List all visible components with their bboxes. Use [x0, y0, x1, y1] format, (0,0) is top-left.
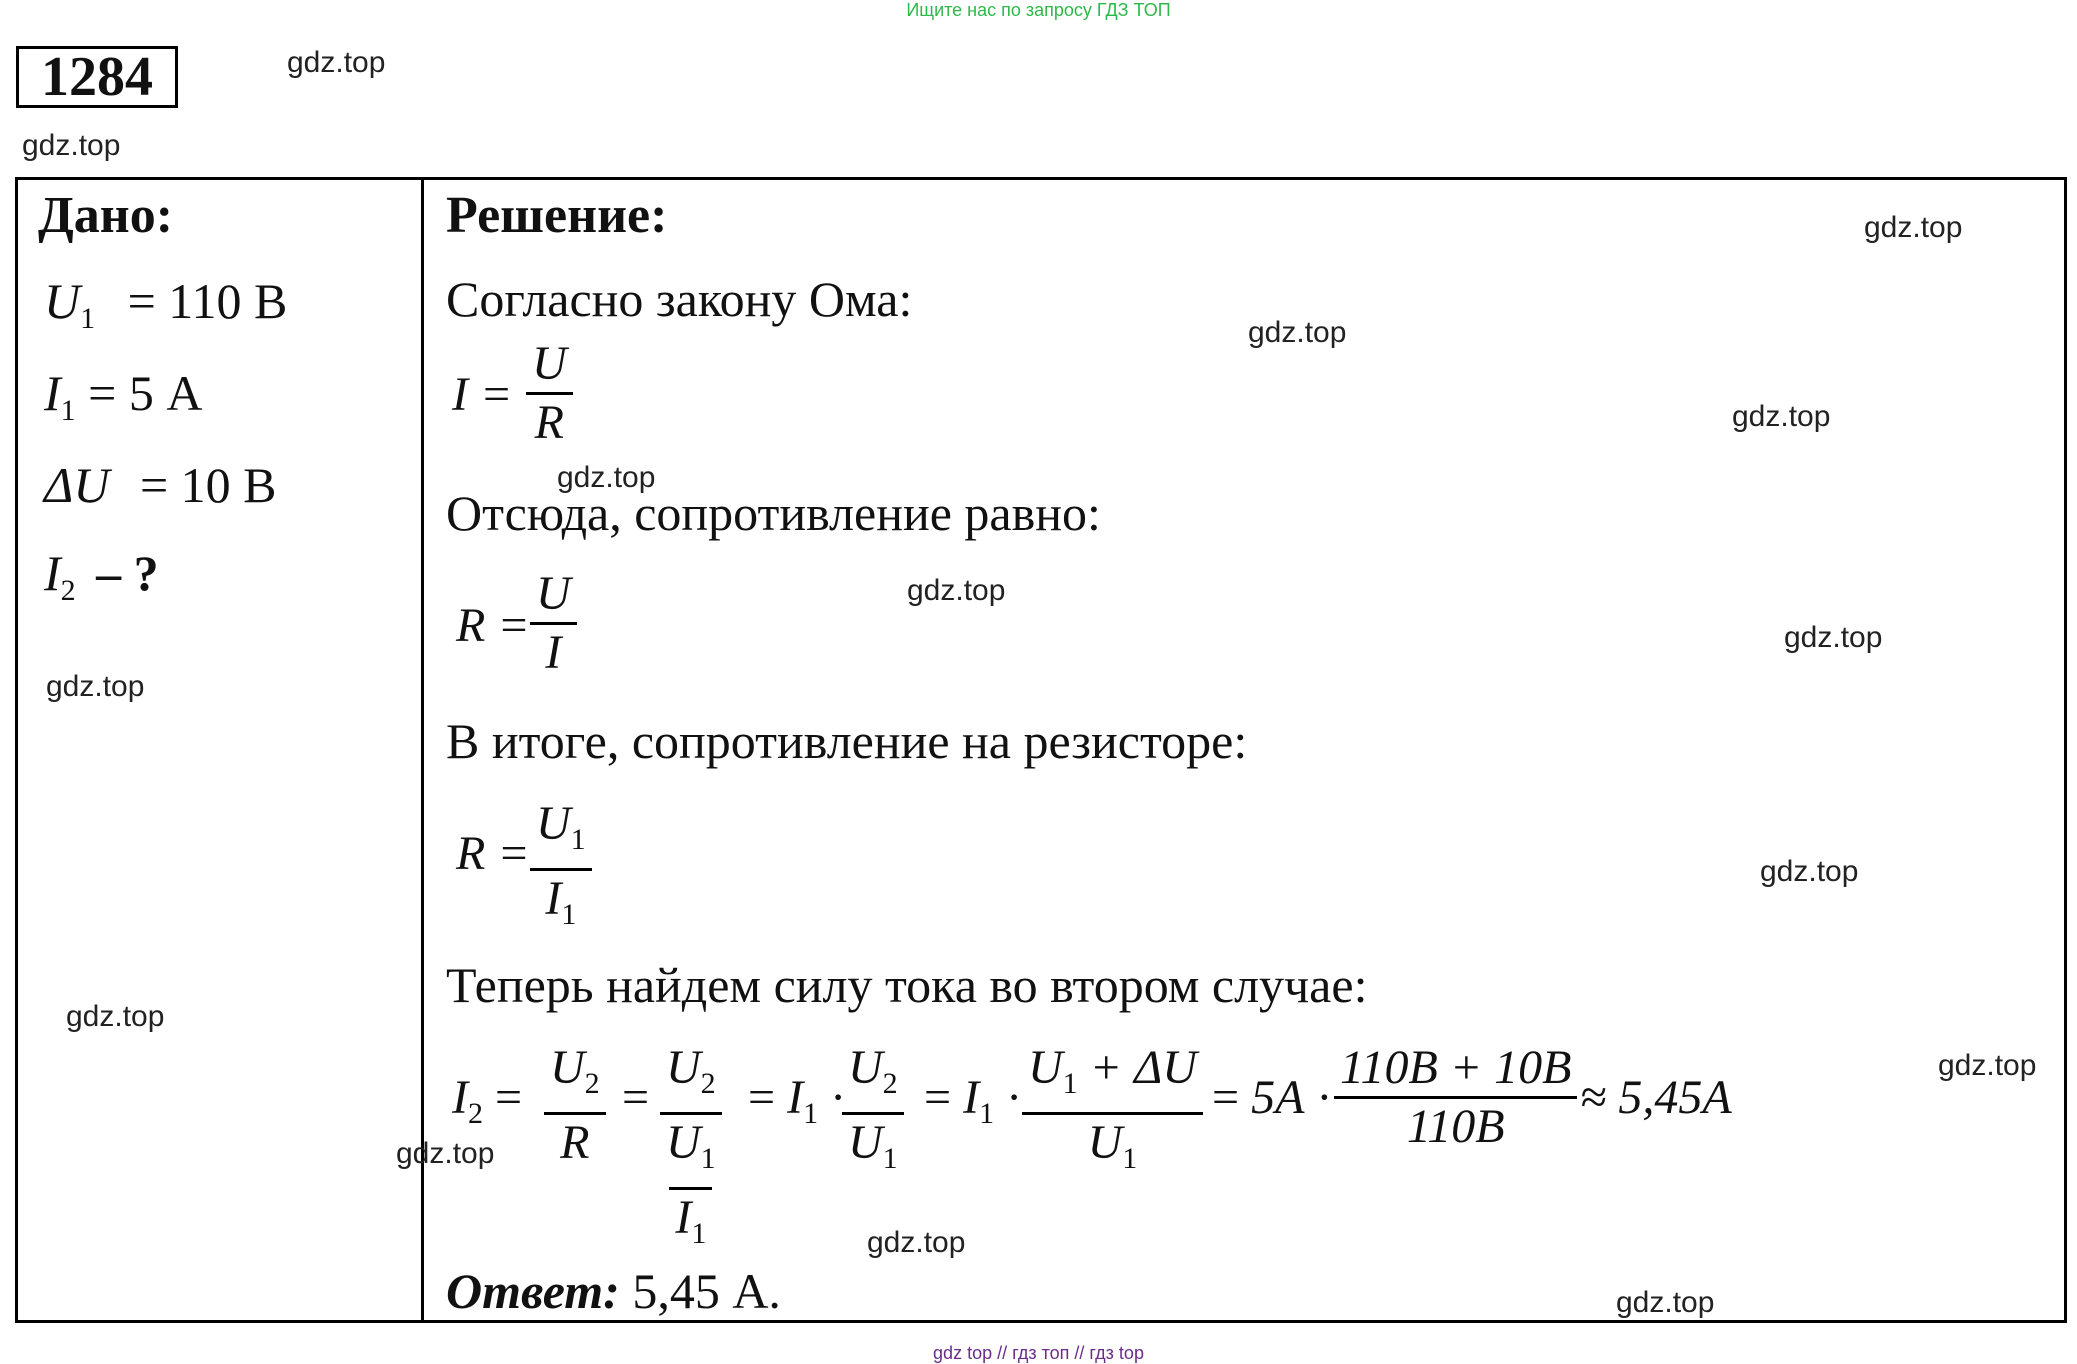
given-var: I	[44, 365, 61, 421]
equals-sign: =	[748, 1071, 776, 1124]
given-var: U	[44, 273, 81, 329]
final-term4-sub: 1	[979, 1097, 995, 1130]
final-f4-den	[1082, 1115, 1144, 1187]
given-value: = 5 А	[88, 365, 203, 421]
final-result: ≈ 5,45A	[1580, 1071, 1732, 1124]
final-f2-den-den-var: I	[675, 1191, 692, 1244]
problem-number: 1284	[16, 46, 178, 108]
formula1-lhs: I =	[452, 368, 513, 421]
given-heading: Дано:	[38, 187, 174, 244]
final-term5-value: 5A	[1251, 1071, 1305, 1124]
final-term-3	[748, 1070, 846, 1131]
final-f3-den	[842, 1115, 904, 1187]
formula3-den-sub: 1	[561, 898, 577, 931]
final-f4-num-rest: + ΔU	[1089, 1041, 1197, 1094]
final-fraction-4	[1022, 1040, 1203, 1187]
answer-value: 5,45 А.	[632, 1263, 781, 1319]
final-f4-den-var: U	[1087, 1116, 1123, 1169]
formula3-den	[539, 871, 582, 943]
final-f4-num-sub: 1	[1062, 1067, 1078, 1100]
given-var: ΔU	[44, 457, 110, 513]
top-banner: Ищите нас по запросу ГДЗ ТОП	[906, 0, 1171, 20]
final-f2-den-den	[669, 1190, 712, 1262]
dot-operator: ·	[1316, 1071, 1333, 1124]
final-f2-num	[660, 1040, 722, 1112]
final-f1-den: R	[560, 1116, 590, 1169]
final-f2-den-num	[660, 1115, 722, 1187]
solution-text-4: Теперь найдем силу тока во втором случае:	[446, 957, 1368, 1013]
equals-sign: =	[1212, 1071, 1240, 1124]
final-f5-num: 110B + 10B	[1340, 1041, 1572, 1094]
final-f2-den-num-var: U	[666, 1116, 701, 1169]
given-var: I	[44, 545, 61, 601]
watermark: gdz.top	[557, 461, 656, 494]
final-f2-den-num-sub: 1	[700, 1142, 716, 1175]
watermark: gdz.top	[1784, 621, 1883, 654]
final-f1-num	[544, 1040, 606, 1112]
final-f2-num-sub: 2	[700, 1067, 716, 1100]
given-sub: 2	[60, 574, 76, 607]
final-term4-var: I	[963, 1071, 980, 1124]
given-line-i2	[44, 544, 159, 608]
formula1-num: U	[532, 337, 567, 390]
final-f2-den-den-sub: 1	[691, 1217, 707, 1250]
final-f4-num	[1022, 1040, 1203, 1112]
formula2-lhs: R =	[456, 599, 530, 652]
final-f1-num-sub: 2	[584, 1067, 600, 1100]
final-f3-num-sub: 2	[882, 1067, 898, 1100]
answer-line	[446, 1262, 781, 1320]
formula3-fraction	[530, 796, 592, 943]
given-line-i1	[44, 364, 202, 428]
final-lhs	[452, 1070, 522, 1131]
final-f1-num-var: U	[550, 1041, 585, 1094]
final-f3-num-var: U	[848, 1041, 883, 1094]
final-fraction-3	[842, 1040, 904, 1187]
formula3-num-var: U	[536, 797, 571, 850]
final-lhs-var: I	[452, 1071, 468, 1124]
final-fraction-5	[1334, 1040, 1577, 1155]
final-f5-den: 110B	[1406, 1100, 1505, 1153]
final-fraction-2	[660, 1040, 722, 1262]
watermark: gdz.top	[1760, 855, 1859, 888]
solution-text-1: Согласно закону Ома:	[446, 271, 913, 327]
watermark: gdz.top	[1248, 316, 1347, 349]
final-term3-sub: 1	[803, 1097, 819, 1130]
formula2-num: U	[536, 567, 571, 620]
answer-label: Ответ:	[446, 1263, 620, 1319]
formula1-den: R	[534, 396, 564, 449]
given-line-du	[44, 456, 277, 514]
final-term-5	[1212, 1070, 1332, 1125]
given-value: – ?	[96, 545, 159, 601]
final-term3-var: I	[787, 1071, 804, 1124]
given-sub: 1	[80, 302, 96, 335]
formula3-den-var: I	[545, 872, 562, 925]
watermark: gdz.top	[1732, 400, 1831, 433]
given-sub: 1	[60, 394, 76, 427]
final-f3-num	[842, 1040, 904, 1112]
final-fraction-1	[544, 1040, 606, 1171]
watermark: gdz.top	[66, 1000, 165, 1033]
formula2-den: I	[545, 626, 562, 679]
watermark: gdz.top	[1864, 211, 1963, 244]
final-f3-den-sub: 1	[882, 1142, 898, 1175]
watermark: gdz.top	[46, 670, 145, 703]
final-f4-num-var: U	[1028, 1041, 1063, 1094]
equals-sign: =	[494, 1071, 523, 1124]
given-line-u1	[44, 272, 287, 336]
formula2-fraction	[530, 566, 577, 681]
dot-operator: ·	[830, 1071, 847, 1124]
equals-sign: =	[622, 1071, 650, 1124]
watermark: gdz.top	[907, 574, 1006, 607]
watermark: gdz.top	[287, 46, 386, 79]
final-f3-den-var: U	[848, 1116, 883, 1169]
final-f2-num-var: U	[666, 1041, 701, 1094]
watermark: gdz.top	[1938, 1049, 2037, 1082]
watermark: gdz.top	[22, 129, 121, 162]
solution-heading: Решение:	[446, 187, 668, 244]
watermark: gdz.top	[867, 1226, 966, 1259]
watermark: gdz.top	[396, 1137, 495, 1170]
final-f4-den-sub: 1	[1122, 1142, 1138, 1175]
formula1-fraction	[526, 336, 573, 451]
solution-text-3: В итоге, сопротивление на резисторе:	[446, 713, 1248, 769]
dot-operator: ·	[1006, 1071, 1023, 1124]
given-value: = 110 В	[127, 273, 288, 329]
solution-text-2: Отсюда, сопротивление равно:	[446, 485, 1101, 541]
equals-sign: =	[924, 1071, 952, 1124]
watermark: gdz.top	[1616, 1286, 1715, 1319]
formula3-num-sub: 1	[570, 823, 586, 856]
formula3-num	[530, 796, 592, 868]
final-lhs-sub: 2	[467, 1097, 483, 1130]
formula3-lhs: R =	[456, 827, 530, 880]
final-term-4	[924, 1070, 1022, 1131]
footer-links: gdz top // гдз топ // гдз top	[933, 1343, 1144, 1363]
given-value: = 10 В	[139, 457, 277, 513]
